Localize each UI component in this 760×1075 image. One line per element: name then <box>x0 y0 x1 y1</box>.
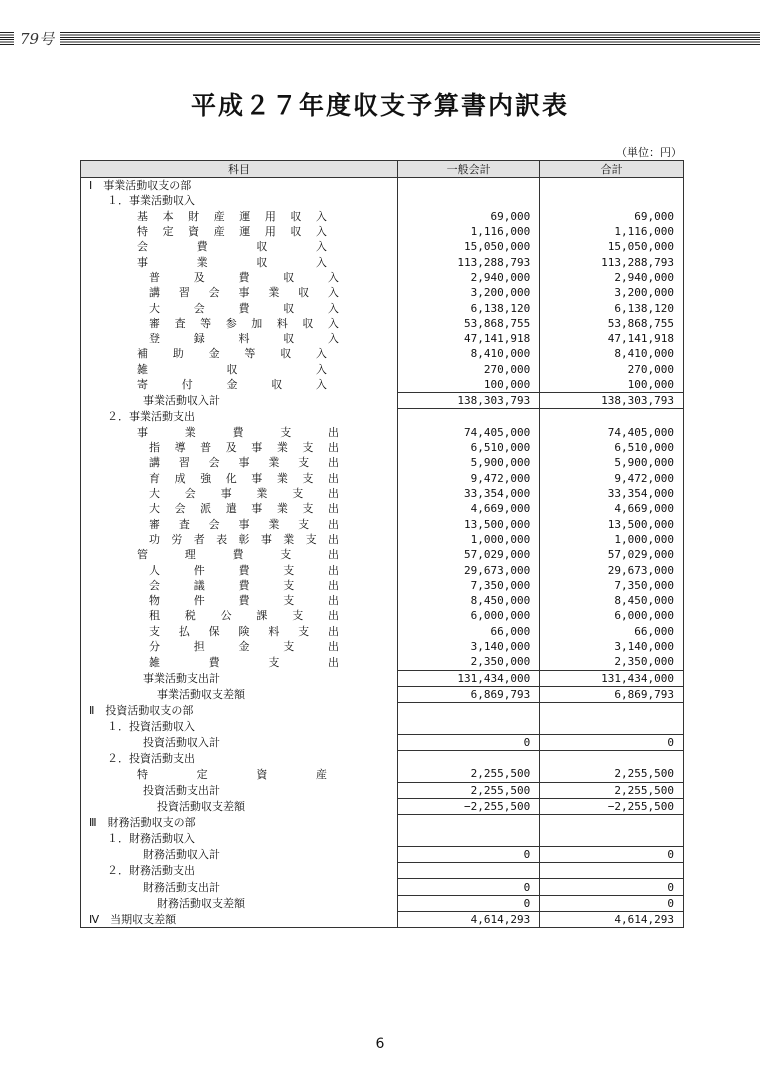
total-amount: 74,405,000 <box>540 425 684 440</box>
table-row <box>81 750 684 766</box>
row-label-cell <box>81 766 398 782</box>
row-label: 事業活動収支差額 <box>157 687 245 701</box>
general-amount: 29,673,000 <box>397 562 539 577</box>
general-amount: 5,900,000 <box>397 455 539 470</box>
general-amount: 0 <box>397 895 539 911</box>
general-amount: 53,868,755 <box>397 316 539 331</box>
row-label-cell <box>81 798 398 814</box>
total-amount: 2,940,000 <box>540 270 684 285</box>
total-amount <box>540 178 684 194</box>
budget-table <box>80 160 684 928</box>
general-amount: 2,255,500 <box>397 766 539 782</box>
general-amount: 2,350,000 <box>397 654 539 670</box>
table-row <box>81 608 684 623</box>
total-amount: 8,450,000 <box>540 593 684 608</box>
total-amount: 7,350,000 <box>540 578 684 593</box>
table-row <box>81 409 684 425</box>
table-row <box>81 193 684 208</box>
general-amount: 66,000 <box>397 624 539 639</box>
total-amount: 29,673,000 <box>540 562 684 577</box>
row-label-cell <box>81 624 398 639</box>
page-number: 6 <box>375 1036 385 1052</box>
row-label: 財務活動支出計 <box>143 880 220 894</box>
row-label-cell <box>81 393 398 409</box>
total-amount: 8,410,000 <box>540 346 684 361</box>
table-row <box>81 562 684 577</box>
general-amount: 74,405,000 <box>397 425 539 440</box>
total-amount: 100,000 <box>540 377 684 393</box>
row-label: Ⅳ 当期収支差額 <box>89 912 177 926</box>
table-row <box>81 285 684 300</box>
row-label-cell <box>81 239 398 254</box>
general-amount <box>397 178 539 194</box>
row-label: 事 業 収 入 <box>137 255 327 269</box>
row-label-cell <box>81 718 398 734</box>
header-band <box>0 28 760 48</box>
table-row <box>81 316 684 331</box>
total-amount <box>540 718 684 734</box>
total-amount: 3,140,000 <box>540 639 684 654</box>
total-amount: 66,000 <box>540 624 684 639</box>
table-row <box>81 624 684 639</box>
row-label-cell <box>81 270 398 285</box>
general-amount <box>397 863 539 879</box>
general-amount: 8,450,000 <box>397 593 539 608</box>
row-label-cell <box>81 224 398 239</box>
general-amount: 131,434,000 <box>397 670 539 686</box>
row-label: 雑 収 入 <box>137 362 327 376</box>
row-label-cell <box>81 425 398 440</box>
total-amount <box>540 193 684 208</box>
row-label-cell <box>81 670 398 686</box>
row-label: 大 会 派 遣 事 業 支 出 <box>149 502 339 516</box>
row-label: 特 定 資 産 <box>137 767 327 781</box>
row-label-cell <box>81 895 398 911</box>
row-label-cell <box>81 608 398 623</box>
row-label: 登 録 料 収 入 <box>149 332 339 346</box>
row-label: 育 成 強 化 事 業 支 出 <box>149 471 339 485</box>
row-label: 支 払 保 険 料 支 出 <box>149 624 339 638</box>
total-amount <box>540 409 684 425</box>
table-row <box>81 846 684 862</box>
table-row <box>81 270 684 285</box>
row-label-cell <box>81 209 398 224</box>
total-amount: 0 <box>540 846 684 862</box>
total-amount <box>540 815 684 831</box>
table-row <box>81 895 684 911</box>
table-row <box>81 532 684 547</box>
row-label-cell <box>81 879 398 895</box>
general-amount <box>397 193 539 208</box>
row-label: 雑 費 支 出 <box>149 655 339 669</box>
row-label-cell <box>81 362 398 377</box>
table-row <box>81 593 684 608</box>
row-label: 租 税 公 課 支 出 <box>149 609 339 623</box>
total-amount: 0 <box>540 734 684 750</box>
table-row <box>81 209 684 224</box>
header-stripes <box>0 32 760 46</box>
table-row <box>81 501 684 516</box>
general-amount: 6,000,000 <box>397 608 539 623</box>
row-label: 特 定 資 産 運 用 収 入 <box>137 225 327 239</box>
general-amount: 6,510,000 <box>397 440 539 455</box>
row-label-cell <box>81 815 398 831</box>
general-amount: 270,000 <box>397 362 539 377</box>
row-label: 講 習 会 事 業 収 入 <box>149 286 339 300</box>
row-label: 会 費 収 入 <box>137 240 327 254</box>
total-amount: 6,138,120 <box>540 300 684 315</box>
general-amount: 57,029,000 <box>397 547 539 562</box>
general-amount: 47,141,918 <box>397 331 539 346</box>
general-amount: 1,000,000 <box>397 532 539 547</box>
table-row <box>81 703 684 719</box>
total-amount: 6,000,000 <box>540 608 684 623</box>
row-label: 大 会 費 収 入 <box>149 301 339 315</box>
total-amount: 5,900,000 <box>540 455 684 470</box>
table-row <box>81 639 684 654</box>
total-amount: 4,614,293 <box>540 911 684 927</box>
total-amount: 270,000 <box>540 362 684 377</box>
row-label-cell <box>81 316 398 331</box>
general-amount <box>397 815 539 831</box>
row-label-cell <box>81 782 398 798</box>
table-header-row <box>81 161 684 178</box>
row-label-cell <box>81 734 398 750</box>
table-row <box>81 346 684 361</box>
row-label-cell <box>81 409 398 425</box>
row-label-cell <box>81 285 398 300</box>
row-label: 物 件 費 支 出 <box>149 594 339 608</box>
total-amount: 53,868,755 <box>540 316 684 331</box>
table-row <box>81 782 684 798</box>
total-amount: 0 <box>540 879 684 895</box>
table-row <box>81 377 684 393</box>
total-amount: 0 <box>540 895 684 911</box>
row-label-cell <box>81 178 398 194</box>
table-row <box>81 517 684 532</box>
total-amount: 6,869,793 <box>540 686 684 702</box>
general-amount: 6,869,793 <box>397 686 539 702</box>
table-row <box>81 578 684 593</box>
total-amount: 6,510,000 <box>540 440 684 455</box>
row-label: 審 査 会 事 業 支 出 <box>149 517 339 531</box>
row-label: 普 及 費 収 入 <box>149 270 339 284</box>
table-row <box>81 300 684 315</box>
row-label: 人 件 費 支 出 <box>149 563 339 577</box>
total-amount: 1,116,000 <box>540 224 684 239</box>
general-amount <box>397 750 539 766</box>
column-header-total: 合計 <box>540 161 684 178</box>
row-label: 管 理 費 支 出 <box>137 548 339 562</box>
row-label-cell <box>81 750 398 766</box>
total-amount: 4,669,000 <box>540 501 684 516</box>
table-row <box>81 254 684 269</box>
total-amount: 2,255,500 <box>540 766 684 782</box>
row-label: １．財務活動収入 <box>107 831 195 845</box>
row-label-cell <box>81 846 398 862</box>
table-row <box>81 798 684 814</box>
total-amount: 57,029,000 <box>540 547 684 562</box>
row-label: 補 助 金 等 収 入 <box>137 347 327 361</box>
general-amount: 8,410,000 <box>397 346 539 361</box>
general-amount: 15,050,000 <box>397 239 539 254</box>
table-row <box>81 911 684 927</box>
row-label-cell <box>81 440 398 455</box>
general-amount: 69,000 <box>397 209 539 224</box>
table-row <box>81 440 684 455</box>
row-label-cell <box>81 300 398 315</box>
total-amount: 131,434,000 <box>540 670 684 686</box>
general-amount <box>397 703 539 719</box>
general-amount: 113,288,793 <box>397 254 539 269</box>
row-label-cell <box>81 830 398 846</box>
row-label: 寄 付 金 収 入 <box>137 378 327 392</box>
row-label: １．事業活動収入 <box>107 194 195 208</box>
general-amount: 4,614,293 <box>397 911 539 927</box>
general-amount <box>397 409 539 425</box>
row-label-cell <box>81 346 398 361</box>
total-amount: 13,500,000 <box>540 517 684 532</box>
total-amount <box>540 863 684 879</box>
total-amount: 1,000,000 <box>540 532 684 547</box>
total-amount: 9,472,000 <box>540 471 684 486</box>
row-label-cell <box>81 562 398 577</box>
total-amount: 33,354,000 <box>540 486 684 501</box>
row-label-cell <box>81 593 398 608</box>
row-label: 審 査 等 参 加 料 収 入 <box>149 316 339 330</box>
table-row <box>81 425 684 440</box>
row-label-cell <box>81 254 398 269</box>
general-amount: 3,200,000 <box>397 285 539 300</box>
general-amount: 33,354,000 <box>397 486 539 501</box>
general-amount: 9,472,000 <box>397 471 539 486</box>
total-amount <box>540 750 684 766</box>
row-label-cell <box>81 654 398 670</box>
table-row <box>81 471 684 486</box>
row-label: 大 会 事 業 支 出 <box>149 487 339 501</box>
general-amount <box>397 718 539 734</box>
table-row <box>81 686 684 702</box>
table-row <box>81 879 684 895</box>
row-label-cell <box>81 455 398 470</box>
general-amount: −2,255,500 <box>397 798 539 814</box>
row-label: ２．財務活動支出 <box>107 864 195 878</box>
general-amount: 2,940,000 <box>397 270 539 285</box>
table-row <box>81 815 684 831</box>
unit-label: （単位：円） <box>616 146 682 159</box>
row-label-cell <box>81 547 398 562</box>
row-label: 事業活動支出計 <box>143 671 220 685</box>
total-amount: 2,255,500 <box>540 782 684 798</box>
row-label-cell <box>81 911 398 927</box>
total-amount: 69,000 <box>540 209 684 224</box>
row-label-cell <box>81 863 398 879</box>
table-row <box>81 734 684 750</box>
table-row <box>81 239 684 254</box>
table-row <box>81 362 684 377</box>
general-amount <box>397 830 539 846</box>
row-label-cell <box>81 193 398 208</box>
total-amount <box>540 703 684 719</box>
row-label: ２．事業活動支出 <box>107 410 195 424</box>
total-amount: 138,303,793 <box>540 393 684 409</box>
row-label: ２．投資活動支出 <box>107 751 195 765</box>
column-header-general: 一般会計 <box>397 161 539 178</box>
general-amount: 138,303,793 <box>397 393 539 409</box>
row-label: 事 業 費 支 出 <box>137 425 339 439</box>
general-amount: 1,116,000 <box>397 224 539 239</box>
row-label: １．投資活動収入 <box>107 719 195 733</box>
row-label-cell <box>81 501 398 516</box>
row-label: 分 担 金 支 出 <box>149 640 339 654</box>
table-row <box>81 331 684 346</box>
table-row <box>81 718 684 734</box>
row-label-cell <box>81 686 398 702</box>
general-amount: 0 <box>397 734 539 750</box>
general-amount: 13,500,000 <box>397 517 539 532</box>
row-label-cell <box>81 703 398 719</box>
row-label-cell <box>81 471 398 486</box>
column-header-item: 科目 <box>81 161 398 178</box>
row-label-cell <box>81 377 398 393</box>
row-label-cell <box>81 331 398 346</box>
row-label: 会 議 費 支 出 <box>149 578 339 592</box>
table-row <box>81 393 684 409</box>
page-title: 平成２７年度収支予算書内訳表 <box>190 91 569 120</box>
table-row <box>81 654 684 670</box>
table-row <box>81 455 684 470</box>
row-label-cell <box>81 486 398 501</box>
total-amount: 2,350,000 <box>540 654 684 670</box>
table-row <box>81 863 684 879</box>
row-label-cell <box>81 532 398 547</box>
row-label-cell <box>81 578 398 593</box>
row-label: 功 労 者 表 彰 事 業 支 出 <box>149 532 339 546</box>
row-label: 講 習 会 事 業 支 出 <box>149 456 339 470</box>
general-amount: 3,140,000 <box>397 639 539 654</box>
row-label: 投資活動支出計 <box>143 783 220 797</box>
table-row <box>81 486 684 501</box>
general-amount: 100,000 <box>397 377 539 393</box>
general-amount: 6,138,120 <box>397 300 539 315</box>
table-row <box>81 224 684 239</box>
row-label: 事業活動収入計 <box>143 394 220 408</box>
table-row <box>81 766 684 782</box>
row-label-cell <box>81 639 398 654</box>
general-amount: 0 <box>397 879 539 895</box>
row-label: 基 本 財 産 運 用 収 入 <box>137 209 327 223</box>
row-label: Ⅱ 投資活動収支の部 <box>89 703 194 717</box>
general-amount: 7,350,000 <box>397 578 539 593</box>
budget-table-body <box>81 178 684 928</box>
row-label: 財務活動収支差額 <box>157 896 245 910</box>
table-row <box>81 178 684 194</box>
general-amount: 0 <box>397 846 539 862</box>
total-amount: −2,255,500 <box>540 798 684 814</box>
issue-number: 79号 <box>14 28 60 49</box>
table-row <box>81 670 684 686</box>
general-amount: 4,669,000 <box>397 501 539 516</box>
table-row <box>81 830 684 846</box>
row-label: Ⅰ 事業活動収支の部 <box>89 179 192 193</box>
row-label: 投資活動収支差額 <box>157 800 245 814</box>
row-label: 指 導 普 及 事 業 支 出 <box>149 441 339 455</box>
table-row <box>81 547 684 562</box>
row-label-cell <box>81 517 398 532</box>
general-amount: 2,255,500 <box>397 782 539 798</box>
row-label: 財務活動収入計 <box>143 847 220 861</box>
row-label: 投資活動収入計 <box>143 735 220 749</box>
total-amount: 47,141,918 <box>540 331 684 346</box>
total-amount: 15,050,000 <box>540 239 684 254</box>
total-amount <box>540 830 684 846</box>
total-amount: 3,200,000 <box>540 285 684 300</box>
row-label: Ⅲ 財務活動収支の部 <box>89 816 196 830</box>
total-amount: 113,288,793 <box>540 254 684 269</box>
